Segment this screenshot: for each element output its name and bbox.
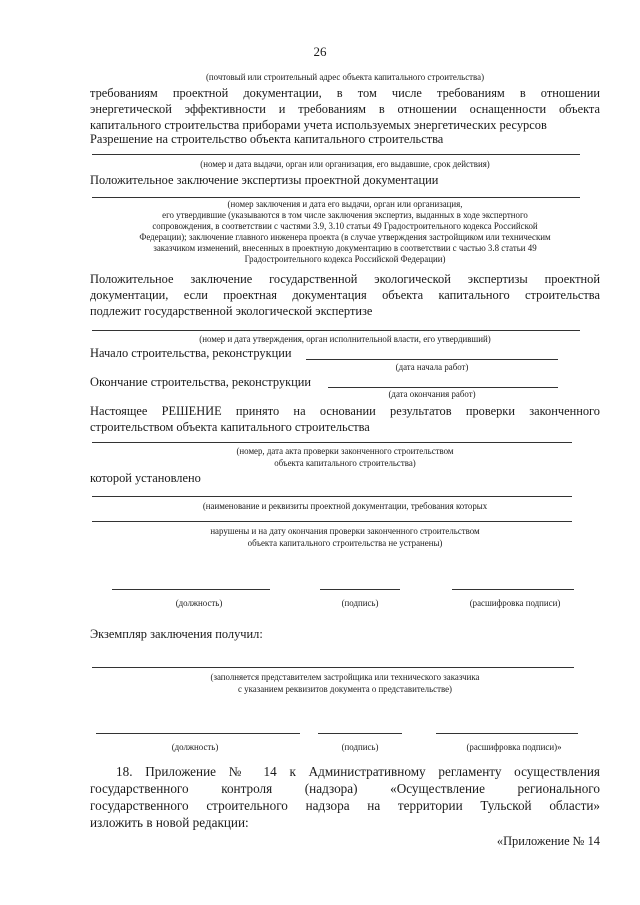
sign1-decoding-caption: (расшифровка подписи) bbox=[469, 598, 561, 608]
caption-violations-2: нарушены и на дату окончания проверки законченного строительством bbox=[210, 526, 480, 536]
requirements-line-1: требованиям проектной документации, в том числе требованиям в отношении bbox=[90, 86, 600, 100]
item18-line-3: государственного строительного надзора на территории Тульской области» bbox=[90, 798, 600, 813]
caption-permit: (номер и дата выдачи, орган или организация, его выдавшие, срок действия) bbox=[200, 159, 490, 169]
decision-line-2: строительством объекта капитального строительства bbox=[90, 420, 370, 434]
page-number: 26 bbox=[313, 44, 327, 59]
eco-line-3: подлежит государственной экологической экспертизе bbox=[90, 304, 373, 318]
item18-line-2: государственного контроля (надзора) «Осуществление регионального bbox=[90, 781, 600, 796]
sign2-position-line bbox=[96, 733, 300, 734]
start-label: Начало строительства, реконструкции bbox=[90, 346, 292, 360]
permit-line bbox=[92, 154, 580, 155]
caption-expertise-2: его утвердившие (указываются в том числе заключения экспертиз, выданных в ходе экспертного bbox=[162, 210, 528, 220]
violations-line-1 bbox=[92, 496, 572, 497]
end-line bbox=[328, 387, 558, 388]
act-line bbox=[92, 442, 572, 443]
caption-end: (дата окончания работ) bbox=[388, 389, 476, 399]
caption-expertise-6: Градостроительного кодекса Российской Федерации) bbox=[244, 254, 446, 264]
sign1-position-line bbox=[112, 589, 270, 590]
requirements-line-2: энергетической эффективности и требованиям в отношении оснащенности объекта bbox=[90, 102, 600, 116]
caption-recipient-1: (заполняется представителем застройщика или технического заказчика bbox=[210, 672, 480, 682]
caption-expertise-4: Федерации); заключение главного инженера проекта (в случае утверждения застройщиком или техническим bbox=[139, 232, 551, 242]
caption-postal-address: (почтовый или строительный адрес объекта капитального строительства) bbox=[205, 72, 485, 82]
eco-line bbox=[92, 330, 580, 331]
caption-act-2: объекта капитального строительства) bbox=[274, 458, 416, 468]
caption-recipient-2: с указанием реквизитов документа о представительстве) bbox=[238, 684, 452, 694]
start-line bbox=[306, 359, 558, 360]
expertise-line bbox=[92, 197, 580, 198]
copy-received-label: Экземпляр заключения получил: bbox=[90, 627, 263, 641]
sign2-signature-line bbox=[318, 733, 402, 734]
sign1-decoding-line bbox=[452, 589, 574, 590]
caption-act-1: (номер, дата акта проверки законченного строительством bbox=[236, 446, 454, 456]
eco-line-2: документации, если проектная документация объекта капитального строительства bbox=[90, 288, 600, 302]
caption-expertise-3: сопровождения, в соответствии с частями 3.9, 3.10 статьи 49 Градостроительного кодекса Российской bbox=[152, 221, 538, 231]
item18-line-1: 18. Приложение № 14 к Административному регламенту осуществления bbox=[116, 764, 600, 779]
sign1-signature-line bbox=[320, 589, 400, 590]
caption-start: (дата начала работ) bbox=[395, 362, 469, 372]
sign2-decoding-line bbox=[436, 733, 578, 734]
end-label: Окончание строительства, реконструкции bbox=[90, 375, 312, 389]
caption-expertise-5: заказчиком изменений, внесенных в проектную документацию в соответствии с частью 3.8 статьи 49 bbox=[153, 243, 537, 253]
expertise-heading: Положительное заключение экспертизы проектной документации bbox=[90, 173, 439, 187]
sign2-position-caption: (должность) bbox=[171, 742, 219, 752]
recipient-line bbox=[92, 667, 574, 668]
requirements-line-3: капитального строительства приборами учета используемых энергетических ресурсов bbox=[90, 118, 547, 132]
sign2-decoding-caption: (расшифровка подписи)» bbox=[466, 742, 562, 752]
caption-eco: (номер и дата утверждения, орган исполнительной власти, его утвердивший) bbox=[199, 334, 491, 344]
eco-line-1: Положительное заключение государственной экологической экспертизы проектной bbox=[90, 272, 600, 286]
sign1-signature-caption: (подпись) bbox=[341, 598, 379, 608]
established-label: которой установлено bbox=[90, 471, 201, 485]
sign2-signature-caption: (подпись) bbox=[341, 742, 379, 752]
decision-line-1: Настоящее РЕШЕНИЕ принято на основании результатов проверки законченного bbox=[90, 404, 600, 418]
caption-violations-1: (наименование и реквизиты проектной документации, требования которых bbox=[202, 501, 488, 511]
permit-heading: Разрешение на строительство объекта капитального строительства bbox=[90, 132, 444, 146]
violations-line-2 bbox=[92, 521, 572, 522]
sign1-position-caption: (должность) bbox=[175, 598, 223, 608]
caption-expertise-1: (номер заключения и дата его выдачи, орган или организация, bbox=[227, 199, 463, 209]
appendix-reference: «Приложение № 14 bbox=[496, 834, 600, 848]
item18-line-4: изложить в новой редакции: bbox=[90, 815, 249, 830]
caption-violations-3: объекта капитального строительства не устранены) bbox=[247, 538, 443, 548]
